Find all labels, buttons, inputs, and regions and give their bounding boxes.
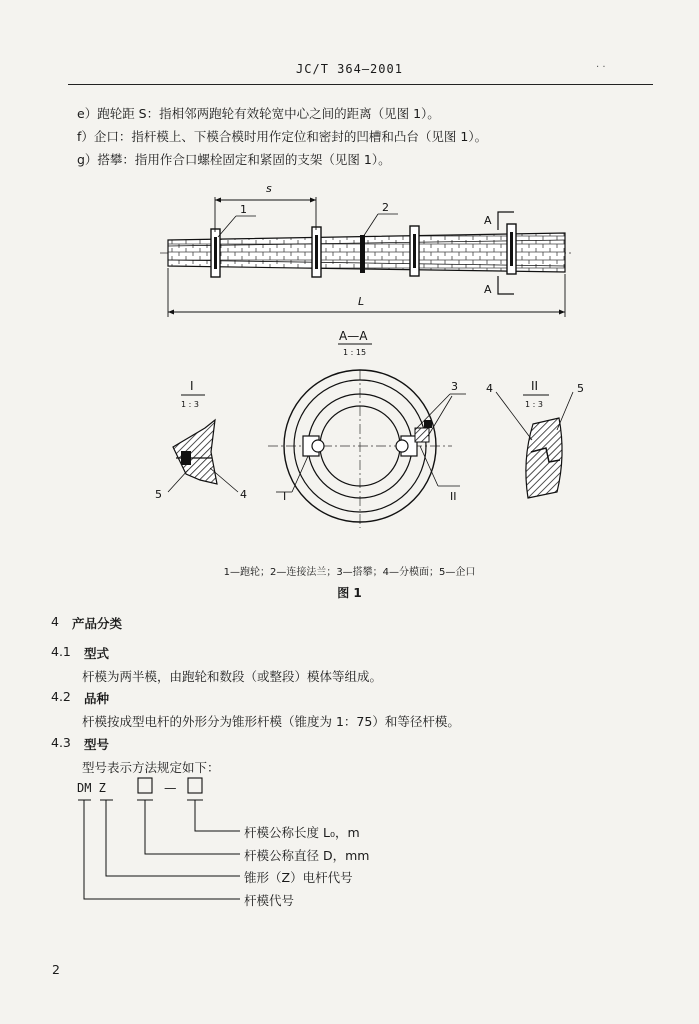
detail-II-scale: 1 : 3 [525,400,543,409]
section-mark-A-bottom: A [484,283,492,296]
model-label-length: 杆模公称长度 L₀，m [244,825,360,840]
figure-legend: 1—跑轮；2—连接法兰；3—搭攀；4—分模面；5—企口 [223,567,476,578]
section-AA-scale: 1 : 15 [343,348,367,357]
model-label-taper-code: 锥形（Z）电杆代号 [244,870,353,885]
section-4-1-body: 杆模为两半模，由跑轮和数段（或整段）模体等组成。 [82,669,383,684]
model-code-dash: — [164,780,177,795]
dim-L-label: L [358,295,365,308]
section-4-number: 4 [51,614,59,629]
detail-I-scale: 1 : 3 [181,400,199,409]
section-mark-A-top: A [484,214,492,227]
section-4-2-body: 杆模按成型电杆的外形分为锥形杆模（锥度为 1：75）和等径杆模。 [82,714,460,729]
callout-2-side: 2 [382,201,389,214]
section-AA-title: A—A [339,329,368,343]
detail-I-callout-5: 5 [155,488,162,501]
detail-II-title: II [531,379,539,393]
detail-II-marker: II [450,490,457,503]
section-4-3-number: 4.3 [51,735,71,750]
detail-I-marker: I [283,490,287,503]
model-code-prefix: DM Z [77,781,106,795]
cross-section-AA [268,370,452,528]
section-4-2-number: 4.2 [51,689,71,704]
dim-s-label: s [266,182,272,195]
callout-1-side: 1 [240,203,247,216]
connecting-flange [360,235,365,273]
detail-I-drawing [173,420,217,484]
detail-II-callout-5: 5 [577,382,584,395]
definition-g: g）搭攀：指用作合口螺栓固定和紧固的支架（见图 1）。 [77,152,391,167]
section-4-1-title: 型式 [84,646,110,661]
detail-I-callout-4: 4 [240,488,247,501]
detail-I-title: I [190,379,194,393]
section-4-title: 产品分类 [72,616,123,631]
dimension-s [215,197,316,232]
page-number: 2 [52,962,60,977]
detail-II-drawing [526,418,562,498]
corner-marks: · · [596,62,606,73]
definition-f: f）企口：指杆模上、下模合模时用作定位和密封的凹槽和凸台（见图 1）。 [77,129,488,144]
figure-caption: 图 1 [337,586,362,600]
model-label-mould-code: 杆模代号 [244,893,295,908]
callout-3: 3 [451,380,458,393]
standard-number-header: JC/T 364—2001 [296,62,403,76]
diameter-box [138,778,152,793]
dimension-L [168,268,565,317]
detail-II-callout-4: 4 [486,382,493,395]
length-box [188,778,202,793]
section-4-2-title: 品种 [84,691,110,706]
model-label-diameter: 杆模公称直径 D，mm [244,848,370,863]
definition-e: e）跑轮距 S：指相邻两跑轮有效轮宽中心之间的距离（见图 1）。 [77,106,440,121]
section-4-3-body: 型号表示方法规定如下： [82,760,220,775]
section-4-1-number: 4.1 [51,644,71,659]
section-4-3-title: 型号 [84,737,110,752]
